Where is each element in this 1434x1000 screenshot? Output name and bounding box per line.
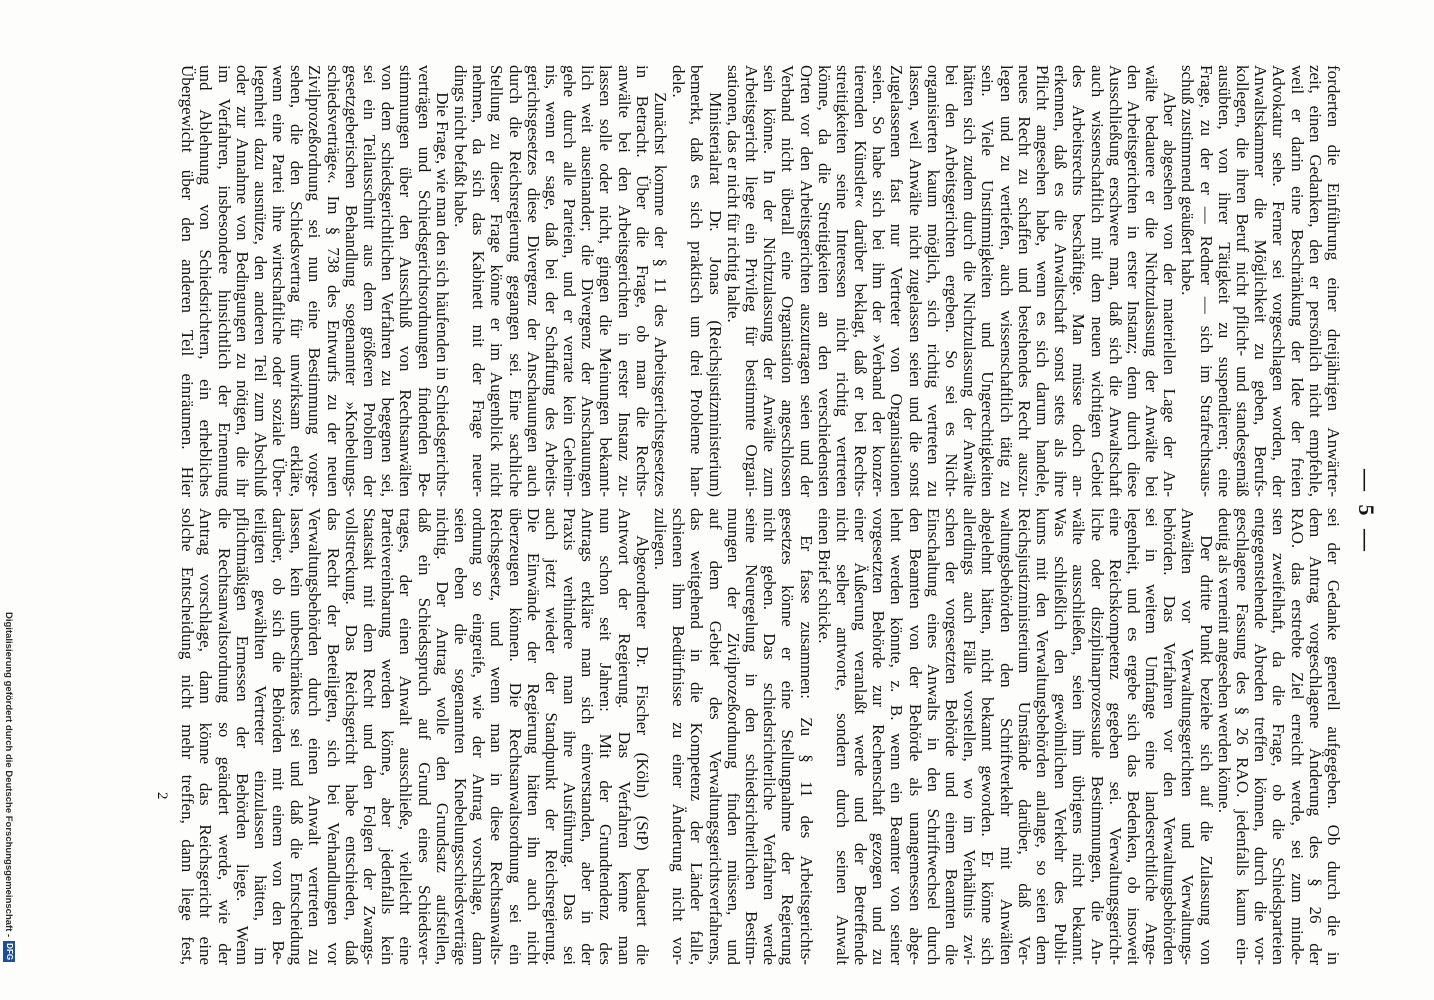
text-line: bei den Arbeitsgerichten ergeben. So sei es Nicht-	[942, 65, 962, 497]
text-column-left	[178, 65, 1342, 497]
text-line: Orten vor den Arbeitsgerichten auszutragen seien und der	[796, 65, 816, 497]
text-line: ordnung so eingreife, wie der Antrag vorschlage, dann	[469, 508, 489, 965]
text-line: vollstreckung. Das Reichsgericht habe entschieden, daß	[341, 508, 361, 965]
text-line: oder zur Annahme von Bedingungen zu nötigen, die ihr	[232, 65, 252, 497]
text-line: Übergewicht über den anderen Teil einräumen. Hier	[178, 65, 198, 497]
text-line: schuß zustimmend geäußert habe.	[1178, 65, 1198, 296]
text-line: verträgen und Schiedsgerichtsordnungen findenden Be-	[414, 65, 434, 497]
paragraph	[724, 65, 1179, 497]
text-line: allerdings auch Fälle vorstellen, wo im Verhältnis zwi-	[960, 508, 980, 965]
text-line: Ministerialrat Dr. Jonas (Reichsjustizministerium)	[705, 92, 725, 497]
text-line: sein könne. In der Nichtzulassung der Anwälte zum	[760, 65, 780, 497]
text-line: stimmungen über den Ausschluß von Rechtsanwälten	[396, 65, 416, 497]
text-line: Antwort der Regierung. Das Verfahren kenne man	[614, 508, 634, 965]
text-line: schen der vorgesetzten Behörde und einem Beamten die	[942, 508, 962, 965]
text-line: abgelehnt hätten, nicht bekannt geworden. Er könne sich	[978, 508, 998, 965]
text-line: dem Antrag vorgeschlagene Änderung des § 26 der	[1305, 508, 1325, 965]
text-line: überzeugen können. Die Rechtsanwaltsordnung sei ein	[505, 508, 525, 965]
text-line: RAO. das erstrebte Ziel erreicht werde, sei zum minde-	[1287, 508, 1307, 965]
text-line: Reichsjustizministerium Umstände darüber, daß Ver-	[1014, 508, 1034, 965]
text-line: trages, der einen Anwalt ausschließe, vielleicht eine	[396, 508, 416, 965]
paragraph	[669, 65, 724, 497]
text-line: lassen, weil Anwälte nicht zugelassen seien und die sonst	[905, 65, 925, 497]
page-number-header: — 5 —	[1354, 469, 1379, 551]
text-line: sationen, das er nicht für richtig halte.	[723, 65, 743, 323]
paragraph	[1215, 508, 1342, 965]
text-line: deutig als verneint angesehen werden könne.	[1214, 508, 1234, 813]
text-line: im Verfahren, insbesondere hinsichtlich der Ernennung	[214, 65, 234, 497]
text-line: pflichtmäßigen Ermessen der Behörden liege. Wenn	[232, 508, 252, 965]
text-line: Frage, zu der er — Redner — sich im Strafrechtsaus-	[1196, 65, 1216, 497]
text-line: nicht geben. Das schiedsrichterliche Verfahren werde	[760, 508, 780, 965]
text-line: dele.	[669, 65, 689, 98]
text-line: Er fasse zusammen: Zu § 11 des Arbeitsgerichts-	[796, 535, 816, 965]
text-line: kums mit den Verwaltungsbehörden anlange, so seien dem	[1033, 508, 1052, 965]
text-line: von dem schiedsgerichtlichen Verfahren zu begegnen sei,	[378, 65, 398, 497]
text-line: daß ein Schiedsspruch auf Grund eines Schiedsver-	[414, 508, 434, 965]
text-line: den Arbeitsgerichten in erster Instanz; denn durch diese	[1123, 65, 1143, 497]
text-line: vorgesetzten Behörde zur Rechenschaft gezogen und zu	[869, 508, 889, 965]
text-line: gehe durch alle Parteien, und er verrate kein Geheim-	[560, 65, 580, 497]
text-line: einen Brief schicke.	[814, 508, 834, 644]
text-line: Der dritte Punkt beziehe sich auf die Zulassung von	[1196, 535, 1216, 965]
text-line: Zunächst komme der § 11 des Arbeitsgerichtsgesetzes	[651, 92, 671, 497]
text-line: lassen, kein unbeschränktes sei und daß die Entscheidung	[287, 508, 307, 965]
text-line: darüber, ob sich die Behörden mit einem von den Be-	[269, 508, 289, 965]
text-line: hätten sich zudem durch die Nichtzulassung der Anwälte	[960, 65, 980, 497]
digitization-credit-text: Digitalisierung gefördert durch die Deutsche Forschungsgemeinschaft -	[3, 612, 14, 938]
text-line: teiligten gewählten Vertreter einzulassen hätten, im	[250, 508, 270, 965]
signature-mark: 2	[154, 792, 170, 800]
paragraph	[1178, 65, 1342, 497]
text-line: dings nicht befaßt habe.	[451, 65, 470, 228]
text-line: geschlagene Fassung des § 26 RAO. jedenfalls kaum ein-	[1233, 508, 1253, 965]
text-line: auch wissenschaftlich mit dem neuen wichtigen Gebiet	[1087, 65, 1107, 497]
text-line: lassen solle oder nicht, gingen die Meinungen bekannt-	[596, 65, 616, 497]
text-line: Verband nicht überall eine Organisation angeschlossen	[778, 65, 798, 497]
text-line: Einschaltung eines Anwalts in den Schriftwechsel durch	[923, 508, 943, 965]
text-line: Ausschließung erschwere man, daß sich die Anwaltschaft	[1105, 65, 1125, 497]
text-line: Stellung zu dieser Frage könne er im Augenblick nicht	[487, 65, 507, 497]
text-line: zuliegen.	[651, 508, 671, 570]
text-line: Staatsakt mit dem Recht und den Folgen der Zwangs-	[360, 508, 380, 965]
text-line: gesetzes könne er eine Stellungnahme der Regierung	[778, 508, 798, 965]
paragraph	[815, 508, 1215, 965]
text-line: neues Recht zu schaffen und bestehendes Recht auszu-	[1014, 65, 1034, 497]
text-line: kollegen, die ihren Beruf nicht pflicht- und standesgemäß	[1233, 65, 1253, 497]
text-line: Abgeordneter Dr. Fischer (Köln) (StP) bedauert die	[632, 535, 652, 965]
text-line: nichtig. Der Antrag wolle den Grundsatz aufstellen,	[432, 508, 452, 965]
text-line: durch die Reichsregierung gegangen sei. Eine sachliche	[505, 65, 525, 497]
dfg-logo: DFG	[5, 943, 14, 961]
text-line: das weitgehend in die Kompetenz der Länder falle,	[687, 508, 707, 965]
text-line: solche Entscheidung nicht mehr treffen, dann liege fest,	[178, 508, 198, 965]
text-line: organisierten kaum möglich, sich richtig vertreten zu	[923, 65, 943, 497]
text-line: streitigkeiten seine Interessen nicht richtig vertreten	[832, 65, 852, 497]
text-line: sei in weitem Umfange eine landesrechtliche Ange-	[1142, 508, 1162, 965]
text-line: Antrags erkläre man sich einverstanden, aber in der	[578, 508, 598, 965]
text-line: Die Einwände der Regierung hätten ihn auch nicht	[523, 508, 543, 965]
text-line: sei ein Teilausschnitt aus dem größeren Problem der	[360, 65, 380, 497]
text-line: erkennen, daß es die Anwaltschaft sonst stets als ihre	[1051, 65, 1071, 497]
text-line: legenheit dazu ausnütze, den anderen Teil zum Abschluß	[250, 65, 270, 497]
text-line: bemerkt, daß es sich praktisch um drei Probleme han-	[687, 65, 707, 497]
digitization-credit	[2, 612, 15, 962]
text-line: Anwaltskammer die Möglichkeit zu geben, Berufs-	[1251, 65, 1271, 497]
text-line: nehmen, da sich das Kabinett mit der Frage neuer-	[469, 65, 489, 497]
text-line: Parteivereinbarung werden könne, aber jedenfalls kein	[378, 508, 398, 965]
text-line: eine Reichskompetenz gegeben sei. Verwaltungsgericht-	[1105, 508, 1125, 965]
text-line: mungen der Zivilprozeßordnung finden müssen, und	[723, 508, 743, 965]
text-line: Antrag vorschlage, dann könne das Reichsgericht eine	[196, 508, 216, 965]
text-line: sten zweifelhaft, da die Frage, ob die Schiedsparteien	[1269, 508, 1289, 965]
text-line: Aber abgesehen von der materiellen Lage der An-	[1160, 92, 1180, 497]
text-line: schiedsverträge«. Im § 738 des Entwurfs zu der neuen	[323, 65, 343, 497]
text-line: gesetzgeberischen Behandlung sogenannter »Knebelungs-	[341, 65, 361, 497]
text-line: entgegenstehende Abreden treffen können, durch die vor-	[1251, 508, 1271, 965]
text-line: Zugelassenen fast nur Vertreter von Organisationen	[887, 65, 907, 497]
text-line: waltungsbehörden den Schriftverkehr mit Anwälten	[996, 508, 1016, 965]
text-line: wälte ausschließen, seien ihm übrigens nicht bekannt.	[1069, 508, 1089, 965]
text-column-right	[178, 508, 1342, 965]
text-line: sehen, die den Schiedsvertrag für unwirksam erkläre,	[287, 65, 307, 497]
text-line: weil er darin eine Beschränkung der Idee der freien	[1287, 65, 1307, 497]
text-line: einer Äußerung veranlaßt werde und der Betreffende	[851, 508, 871, 965]
text-line: lich weit auseinander; die Divergenz der Anschauungen	[578, 65, 598, 497]
text-line: auch jetzt wieder der Standpunkt der Reichsregierung.	[541, 508, 561, 965]
text-line: nun schon seit Jahren: Mit der Grundtendenz des	[596, 508, 616, 965]
text-line: nis, wenn er sage, daß bei der Schaffung des Arbeits-	[541, 65, 561, 497]
text-line: Anwälten vor Verwaltungsgerichten und Verwaltungs-	[1178, 508, 1198, 965]
text-line: die Rechtsanwaltsordnung so geändert werde, wie der	[214, 508, 234, 965]
text-line: wälte bedauere er die Nichtzulassung der Anwälte bei	[1142, 65, 1162, 497]
text-line: lehnt werden könnte, z. B. wenn ein Beamter von seiner	[887, 508, 907, 965]
text-line: seine Neuregelung in den schiedsrichterlichen Bestim-	[742, 508, 761, 965]
text-line: behörden. Das Verfahren vor den Verwaltungsbehörden	[1160, 508, 1180, 965]
text-line: das Recht der Beteiligten, sich bei Verhandlungen vor	[323, 508, 343, 965]
text-line: Reichsgesetz, und wenn man in diese Rechtsanwalts-	[487, 508, 507, 965]
text-line: wenn eine Partei ihre wirtschaftliche oder soziale Über-	[269, 65, 289, 497]
paragraph	[451, 65, 669, 497]
text-line: könne, da die Streitigkeiten an den verschiedensten	[814, 65, 834, 497]
text-line: legenheit, und es ergebe sich das Bedenken, ob insoweit	[1123, 508, 1143, 965]
paragraph	[178, 508, 651, 965]
text-line: sei der Gedanke generell aufgegeben. Ob durch die in	[1324, 508, 1343, 965]
text-line: gerichtsgesetzes diese Divergenz der Anschauungen auch	[523, 65, 543, 497]
text-line: des Arbeitsrechts beschäftige. Man müsse doch an-	[1069, 65, 1089, 497]
text-line: liche oder disziplinarprozessuale Bestimmungen, die An-	[1087, 508, 1107, 965]
text-line: zeit, einen Gedanken, den er persönlich nicht empfehle,	[1305, 65, 1325, 497]
text-line: Praxis verhindere man ihre Ausführung. Das sei	[560, 508, 580, 965]
text-line: anwälte bei den Arbeitsgerichten in erster Instanz zu-	[614, 65, 634, 497]
text-line: den Beamten von der Behörde als unangemessen abge-	[905, 508, 925, 965]
text-line: sein. Viele Unstimmigkeiten und Ungerechtigkeiten	[978, 65, 998, 497]
text-line: und Ablehnung von Schiedsrichtern, ein erhebliches	[196, 65, 216, 497]
text-line: Advokatur sehe. Ferner sei vorgeschlagen worden, der	[1269, 65, 1289, 497]
text-line: Arbeitsgericht liege ein Privileg für bestimmte Organi-	[742, 65, 761, 497]
text-line: ausübten, von ihrer Tätigkeit zu suspendieren; eine	[1214, 65, 1234, 497]
text-line: tierenden Künstler« darüber beklagt, daß er bei Rechts-	[851, 65, 871, 497]
text-line: seien. So habe sich bei ihm der »Verband der konzer-	[869, 65, 889, 497]
paragraph	[651, 508, 815, 965]
text-line: in Betracht. Über die Frage, ob man die Rechts-	[632, 65, 652, 497]
text-line: Zivilprozeßordnung sei nun eine Bestimmung vorge-	[305, 65, 325, 497]
text-line: forderten die Einführung einer dreijährigen Anwärter-	[1324, 65, 1343, 497]
text-line: seien eben die sogenannten Knebelungsschiedsverträge	[451, 508, 470, 965]
text-line: Verwaltungsbehörden durch einen Anwalt vertreten zu	[305, 508, 325, 965]
paragraph	[178, 65, 451, 497]
text-line: Was schließlich den gewöhnlichen Verkehr des Publi-	[1051, 508, 1071, 965]
text-line: schienen ihm Bedürfnisse zu einer Änderung nicht vor-	[669, 508, 689, 965]
text-line: nicht selber antworte, sondern durch seinen Anwalt	[832, 508, 852, 965]
text-line: legen und zu vertiefen, auch wissenschaftlich tätig zu	[996, 65, 1016, 497]
text-line: Pflicht angesehen habe, wenn es sich darum handele,	[1033, 65, 1052, 497]
text-line: auf dem Gebiet des Verwaltungsgerichtsverfahrens,	[705, 508, 725, 965]
text-line: Die Frage, wie man den sich häufenden in Schiedsgerichts-	[432, 92, 452, 497]
